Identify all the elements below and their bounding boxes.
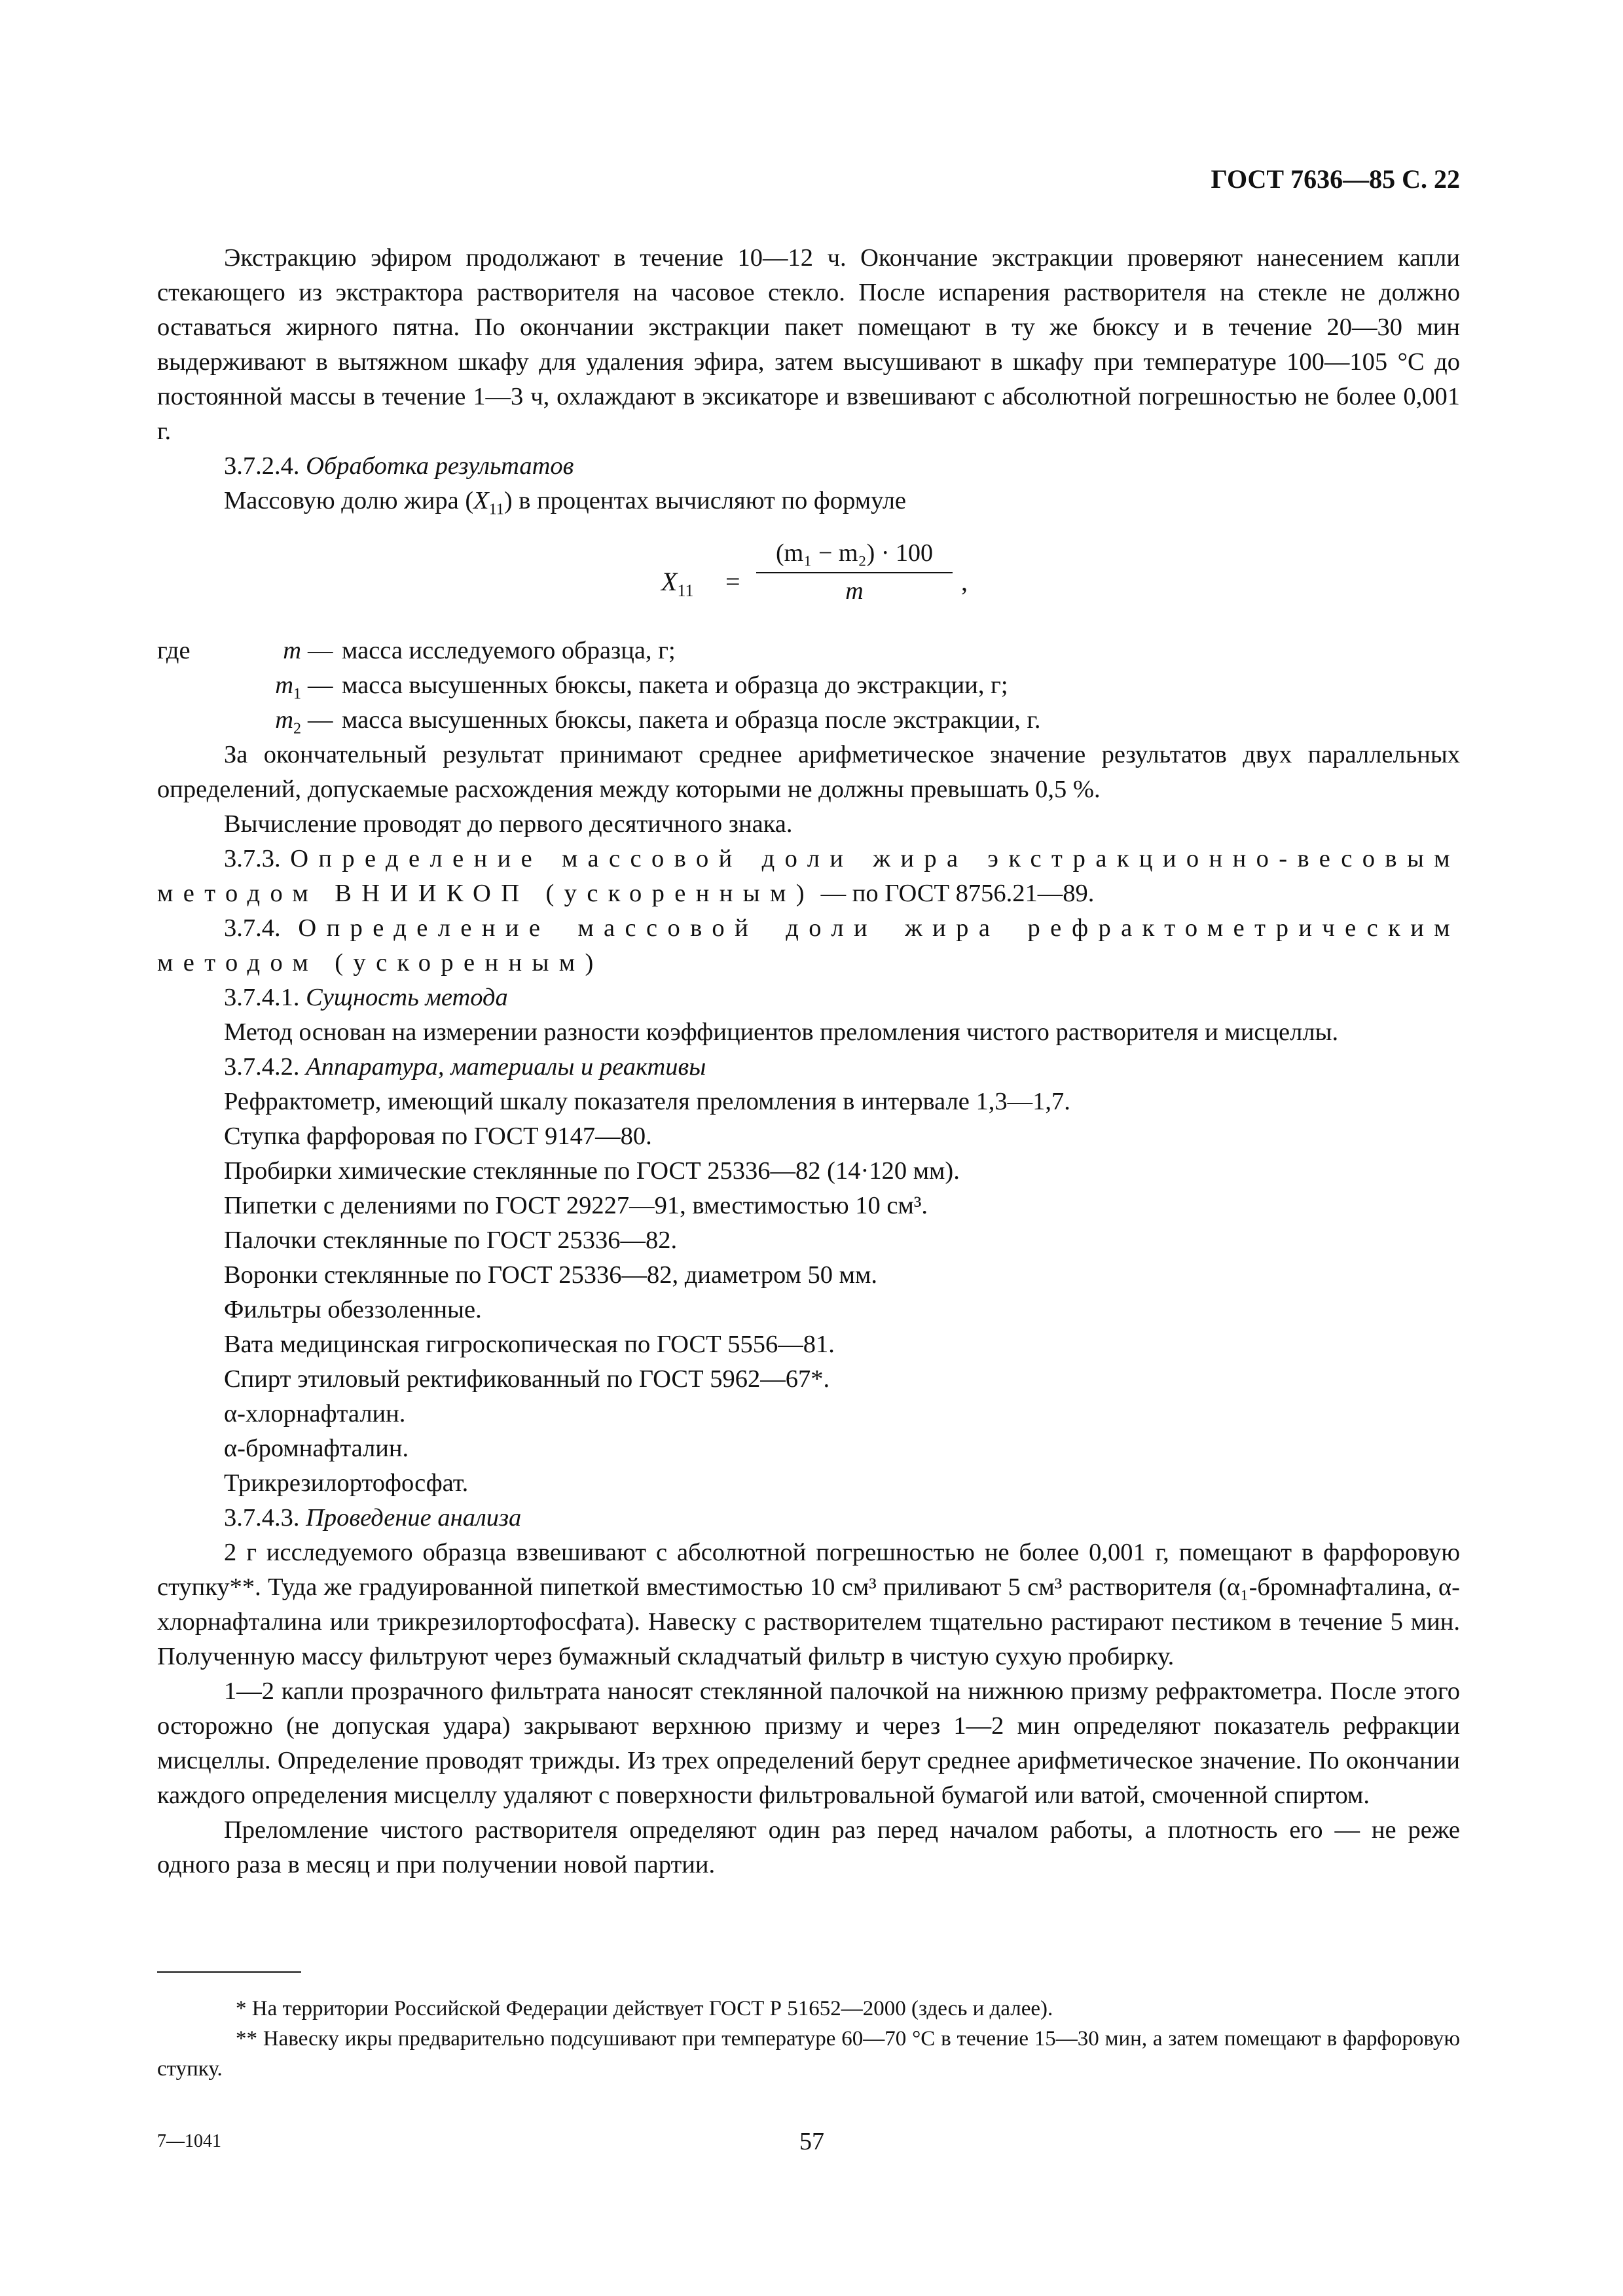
section-title: Обработка результатов [306,452,574,480]
section-number: 3.7.4.2. [224,1052,300,1081]
formula-numerator: (m₁ − m₂) · 100 [775,539,933,567]
symbol-sub: 2 [293,720,301,738]
section-title: Аппаратура, материалы и реактивы [306,1052,706,1081]
fat-fraction-formula [157,537,1460,628]
section-number: 3.7.2.4. [224,452,300,480]
formula-denominator: m [845,577,864,605]
variable-subscript: 11 [488,501,504,518]
list-item: Фильтры обеззоленные. [224,1295,482,1323]
list-item: Спирт этиловый ректификованный по ГОСТ 5962—67*. [224,1365,830,1393]
formula-equals: = [725,566,740,596]
footnote-item: ** Навеску икры предварительно подсушивают при температуре 60—70 °С в течение 15—30 мин, а затем помещают в фарфоровую ступку. [157,2027,1460,2081]
list-item: α-бромнафталин. [224,1434,409,1462]
page-number: 57 [799,2128,824,2155]
paragraph-precision: Вычисление проводят до первого десятичного знака. [224,810,793,838]
text-fragment: ) в процентах вычисляют по формуле [503,487,907,514]
footnote-divider [157,1971,301,1973]
section-number: 3.7.4. [224,914,281,942]
where-dash: — [308,706,333,734]
section-3-7-4-3-heading [157,1501,1460,1535]
section-3-7-4-heading [157,911,1460,980]
section-title-spaced: Определение массовой доли жира экстракционно-весовым методом ВНИИКОП (ускоренным) [157,844,1460,907]
paragraph-solvent-refraction: Преломление чистого растворителя определяют один раз перед началом работы, а плотность его — не реже одного раза в месяц и при получении новой партии. [157,1816,1460,1878]
section-3-7-2-4-heading [157,449,1460,484]
list-item: Пробирки химические стеклянные по ГОСТ 25336—82 (14·120 мм). [224,1157,960,1185]
list-item: Трикрезилортофосфат. [224,1469,469,1497]
where-prefix: где [157,636,191,664]
variable-x: X [473,487,489,514]
section-3-7-4-2-heading [157,1050,1460,1085]
formula-lhs-sub: 11 [677,581,694,600]
section-title: Проведение анализа [306,1503,522,1532]
formula-comma: , [961,566,968,596]
document-body [157,241,1460,1882]
page-header: ГОСТ 7636—85 С. 22 [1211,164,1460,194]
where-item-m2 [157,703,1460,738]
section-title: Сущность метода [306,983,508,1011]
section-3-7-3-heading [157,842,1460,911]
print-code: 7—1041 [157,2131,221,2151]
list-item: Воронки стеклянные по ГОСТ 25336—82, диаметром 50 мм. [224,1261,878,1289]
symbol-letter: m [283,636,301,664]
where-dash: — [308,671,333,699]
where-dash: — [308,636,333,664]
where-description: масса исследуемого образца, г; [342,636,676,664]
paragraph-method-essence: Метод основан на измерении разности коэффициентов преломления чистого растворителя и мисцеллы. [224,1018,1339,1046]
list-item: Ступка фарфоровая по ГОСТ 9147—80. [224,1122,652,1150]
where-description: масса высушенных бюксы, пакета и образца до экстракции, г; [342,671,1008,699]
paragraph-extraction: Экстракцию эфиром продолжают в течение 10—12 ч. Окончание экстракции проверяют нанесением капли стекающего из экстрактора растворителя на часовое стекло. После испарения растворителя на стекле не должно оставаться жирного пятна. По окончании экстракции пакет помещают в ту же бюксу и в течение 20—30 мин выдерживают в вытяжном шкафу для удаления эфира, затем высушивают в шкафу при температуре 100—105 °С до постоянной массы в течение 1—3 ч, охлаждают в эксикаторе и взвешивают с абсолютной погрешностью не более 0,001 г. [157,244,1460,445]
section-number: 3.7.3. [224,844,281,872]
paragraph-final-result: За окончательный результат принимают среднее арифметическое значение результатов двух параллельных определений, допускаемые расхождения между которыми не должны превышать 0,5 %. [157,740,1460,803]
text-fragment: Массовую долю жира ( [224,487,474,514]
where-symbol [183,703,301,747]
formula-lhs-var: X [661,566,678,596]
where-description: масса высушенных бюксы, пакета и образца после экстракции, г. [342,706,1041,734]
paragraph-procedure: 2 г исследуемого образца взвешивают с абсолютной погрешностью не более 0,001 г, помещают в фарфоровую ступку**. Туда же градуированной пипеткой вместимостью 10 см³ приливают 5 см³ растворителя (α₁-бромнафталина, α-хлорнафталина или трикрезилортофосфата). Навеску с растворителем тщательно растирают пестиком в течение 5 мин. Полученную массу фильтруют через бумажный складчатый фильтр в чистую сухую пробирку. [157,1538,1460,1670]
list-item: Палочки стеклянные по ГОСТ 25336—82. [224,1226,678,1254]
symbol-letter: m [275,706,293,734]
footnote-item: * На территории Российской Федерации действует ГОСТ Р 51652—2000 (здесь и далее). [236,1997,1053,2020]
list-item: α-хлорнафталин. [224,1399,406,1427]
list-item: Вата медицинская гигроскопическая по ГОСТ 5556—81. [224,1330,835,1358]
where-item-m [157,634,1460,668]
section-3-7-4-1-heading [157,980,1460,1015]
paragraph-formula-intro [157,484,1460,528]
section-title-spaced: Определение массовой доли жира рефрактометрическим методом (ускоренным) [157,914,1460,977]
footnotes [157,1994,1460,2084]
formula-lhs [661,564,693,608]
section-number: 3.7.4.3. [224,1503,300,1532]
list-item: Пипетки с делениями по ГОСТ 29227—91, вместимостью 10 см³. [224,1191,928,1219]
section-reference: — по ГОСТ 8756.21—89. [814,879,1095,907]
fraction-bar [756,572,953,573]
formula-fraction [756,537,953,606]
list-item: Рефрактометр, имеющий шкалу показателя преломления в интервале 1,3—1,7. [224,1087,1070,1115]
symbol-sub: 1 [293,685,301,703]
symbol-letter: m [275,671,293,699]
paragraph-measurement: 1—2 капли прозрачного фильтрата наносят стеклянной палочкой на нижнюю призму рефрактометра. После этого осторожно (не допуская удара) закрывают верхнюю призму и через 1—2 мин определяют показатель рефракции мисцеллы. Определение проводят трижды. Из трех определений берут среднее арифметическое значение. По окончании каждого определения мисцеллу удаляют с поверхности фильтровальной бумагой или ватой, смоченной спиртом. [157,1677,1460,1809]
where-item-m1 [157,668,1460,703]
section-number: 3.7.4.1. [224,983,300,1011]
